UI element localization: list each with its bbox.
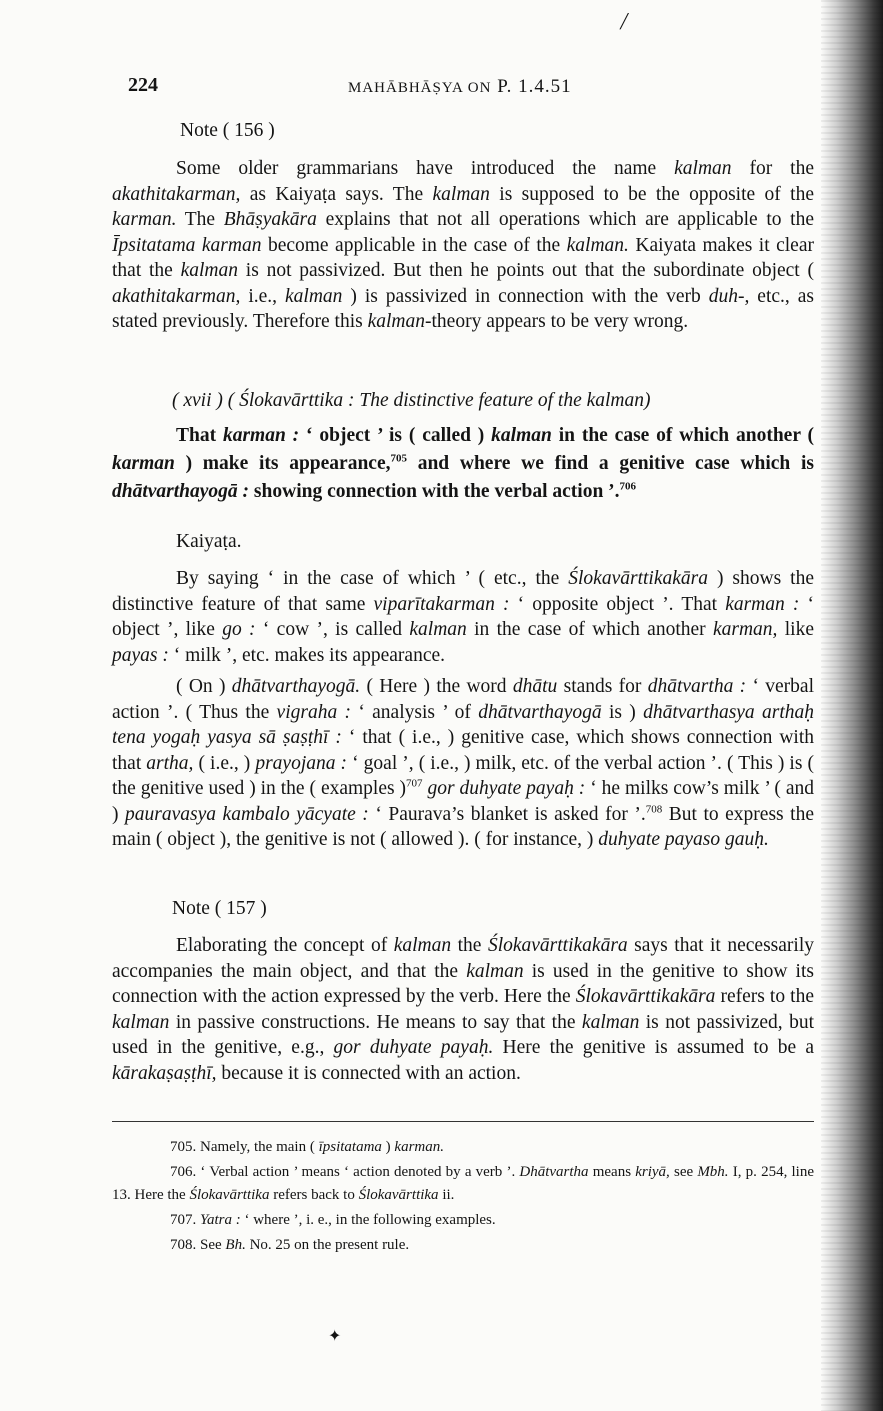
text-run: etc., as stated previously. Therefore this [112,285,814,332]
italic-term: karman. [112,209,177,230]
text-run: i.e., [240,285,285,307]
text-run: 705. Namely, the main ( [170,1139,319,1155]
footnote-706 [112,1161,814,1207]
text-run: and where we find a genitive case which is [407,453,814,474]
text-run: as Kaiyaṭa says. The [240,183,433,205]
text-run: explains that not all operations which are applicable to the [316,209,814,230]
italic-term: kriyā, [635,1164,670,1180]
text-run: for the [731,158,814,179]
section-xvii-heading: ( xvii ) ( Ślokavārttika : The distinctive feature of the kalman) [172,390,651,411]
italic-term: Ślokavārttikakāra [568,568,708,589]
running-head-title: MAHĀBHĀṢYA ON [348,80,492,96]
italic-term: kalman [466,960,524,982]
text-run: That [176,425,223,446]
text-run: ‘ object ’ is ( called ) [299,425,492,446]
text-run: ‘ verbal action ’. ( Thus the [112,676,814,723]
text-run: Some older grammarians have introduced the name [176,158,675,179]
text-run: means [588,1164,636,1180]
italic-term: karman : [725,593,800,615]
text-run: ‘ milk ’, etc. makes its appearance. [168,644,446,666]
italic-term: kalman- [367,311,432,332]
text-run: 708. See [170,1237,226,1253]
italic-term: akathitakarman, [112,285,241,307]
text-run: I, p. 254, line 13. Here the [112,1164,814,1203]
text-run: stands for [557,676,648,697]
text-run: in passive constructions. He means to say that the [169,1011,582,1033]
italic-term: prayojana : [255,752,348,774]
italic-term: duhyate payaso gauḥ. [598,829,769,850]
text-run: ( Here ) the word [360,676,513,697]
text-run: the [451,935,488,956]
text-run: Kaiyata makes it clear that the [112,234,814,281]
note-157-body [112,933,814,1086]
kaiyata-body [112,566,814,853]
footnote-ref: 705 [390,452,407,465]
text-run: ‘ opposite object ’. That [509,593,726,615]
text-run: By saying ‘ in the case of which ’ ( etc., the [176,568,569,589]
italic-term: kalman [393,935,452,956]
text-run: showing connection with the verbal action ’. [249,481,620,502]
italic-term: duh-, [708,285,750,307]
italic-term: dhātvarthayogā [478,701,602,723]
pen-mark: ╱ [620,15,629,30]
text-run: ‘ analysis ’ of [351,701,479,723]
text-run: because it is connected with an action. [216,1062,521,1084]
text-run: theory appears to be very wrong. [431,311,689,332]
italic-term: kalman [180,260,239,281]
text-run: The [176,209,224,230]
text-run: Elaborating the concept of [176,935,394,956]
text-run: ‘ cow ’, is called [255,619,410,640]
text-run: ) shows the distinctive feature of that same [112,568,814,615]
text-run: in the case of which another [466,619,713,640]
italic-term: gor duhyate payaḥ : [427,778,586,799]
text-run: see [669,1164,698,1180]
kaiyata-heading: Kaiyaṭa. [176,531,242,552]
italic-term: payas : [112,644,169,666]
footnote-708 [112,1234,814,1257]
text-run: refers back to [269,1187,359,1203]
italic-term: pauravasya kambalo yācyate : [125,803,369,825]
text-run: 706. ‘ Verbal action ’ means ‘ action denoted by a verb ’. [170,1164,520,1180]
italic-term: vigraha : [276,701,352,723]
text-run: is used in the genitive to show its connection with the action expressed by the verb. Here the [112,960,814,1007]
italic-term: dhātvarthayogā. [231,676,361,697]
italic-term: kalman [432,183,490,205]
italic-term: kalman [581,1011,640,1033]
text-run: ii. [438,1187,455,1203]
text-run: Here the genitive is assumed to be a [493,1037,814,1058]
italic-term: kalman [674,158,732,179]
slokavarttika-paragraph [112,422,814,506]
text-run: like [777,619,814,640]
italic-term: artha, [146,752,194,774]
text-run: is ) [601,701,644,723]
text-run: ‘ goal ’, ( i.e., ) milk, etc. of the verbal action ’. ( This ) is ( the genitive used ) in the ( examples ) [112,752,814,799]
text-run: No. 25 on the present rule. [245,1237,410,1253]
text-run: ) [381,1139,395,1155]
italic-term: kalman. [566,234,629,256]
text-run: ‘ Paurava’s blanket is asked for ’. [368,803,646,825]
italic-term: karman : [222,425,300,446]
footnote-ref: 708 [645,803,663,815]
ink-mark: ✦ [328,1328,342,1345]
italic-term: go : [222,619,256,640]
text-run: ( i.e., ) [193,752,256,774]
text-run: is not passivized. But then he points out that the subordinate object ( [238,260,814,281]
italic-term: kārakaṣaṣṭhī, [112,1062,217,1084]
italic-term: viparītakarman : [373,593,510,615]
text-run: ‘ that ( i.e., ) genitive case, which shows connection with that [112,727,814,774]
text-run: says that it necessarily accompanies the main object, and that the [112,935,814,982]
italic-term: karman. [394,1139,444,1155]
footnote-ref: 707 [406,777,423,790]
text-run: become applicable in the case of the [261,234,567,256]
note-157-heading: Note ( 157 ) [172,898,267,919]
text-run: But to express the main ( object ), the genitive is not ( allowed ). ( for instance, ) [112,803,814,850]
text-run: refers to the [715,986,814,1007]
italic-term: Dhātvartha [519,1164,589,1180]
italic-term: dhātvarthayogā : [112,481,250,502]
note-156-paragraph [112,156,814,335]
running-head [348,76,572,98]
italic-term: dhātvarthasya arthaḥ tena yogaḥ yasya sā ṣaṣṭhī : [112,701,815,748]
kaiyata-paragraph-2 [112,674,814,853]
footnote-rule [112,1121,814,1122]
text-run: 707. [170,1212,200,1228]
text-run: is supposed to be the opposite of the [489,183,814,205]
italic-term: Bh. [225,1237,246,1253]
kaiyata-paragraph-1 [112,566,814,668]
italic-term: Mbh. [697,1164,729,1180]
text-run: ‘ he milks cow’s milk ’ ( and ) [112,778,815,825]
italic-term: kalman [285,285,343,307]
italic-term: Ślokavārttikakāra [575,986,716,1007]
italic-term: īpsitatama [318,1139,382,1155]
text-run: ‘ object ’, like [112,593,815,640]
text-run: is not passivized, but used in the genitive, e.g., [112,1011,814,1058]
page-edge-shadow [821,0,883,1411]
page-number: 224 [128,74,158,96]
footnote-705 [112,1136,814,1159]
italic-term: Īpsitatama karman [112,234,262,256]
note-156-heading: Note ( 156 ) [180,120,275,141]
text-run: ) is passivized in connection with the verb [342,285,709,307]
italic-term: Ślokavārttika [358,1187,439,1203]
italic-term: akathitakarman, [112,183,241,205]
italic-term: Yatra : [200,1212,241,1228]
footnote-ref: 706 [619,480,637,493]
italic-term: Ślokavārttikakāra [487,935,628,956]
text-run: ‘ where ’, i. e., in the following examples. [240,1212,496,1228]
italic-term: dhātu [512,676,558,697]
text-run: ( On ) [176,676,232,697]
italic-term: kalman [409,619,467,640]
text-run: in the case of which another ( [551,425,814,446]
italic-term: Bhāṣyakāra [223,209,317,230]
italic-term: karman, [712,619,778,640]
italic-term: dhātvartha : [647,676,747,697]
italic-term: kalman [491,425,552,446]
footnotes [112,1136,814,1257]
running-head-rule: P. 1.4.51 [497,76,572,97]
footnote-707 [112,1209,814,1232]
note-156-body [112,156,814,335]
slokavarttika-text [112,422,814,506]
note-157-paragraph [112,933,814,1086]
italic-term: kalman [112,1011,170,1033]
italic-term: gor duhyate payaḥ. [333,1037,494,1058]
text-run: ) make its appearance, [174,453,391,474]
italic-term: Ślokavārttika [189,1187,270,1203]
italic-term: karman [112,453,175,474]
